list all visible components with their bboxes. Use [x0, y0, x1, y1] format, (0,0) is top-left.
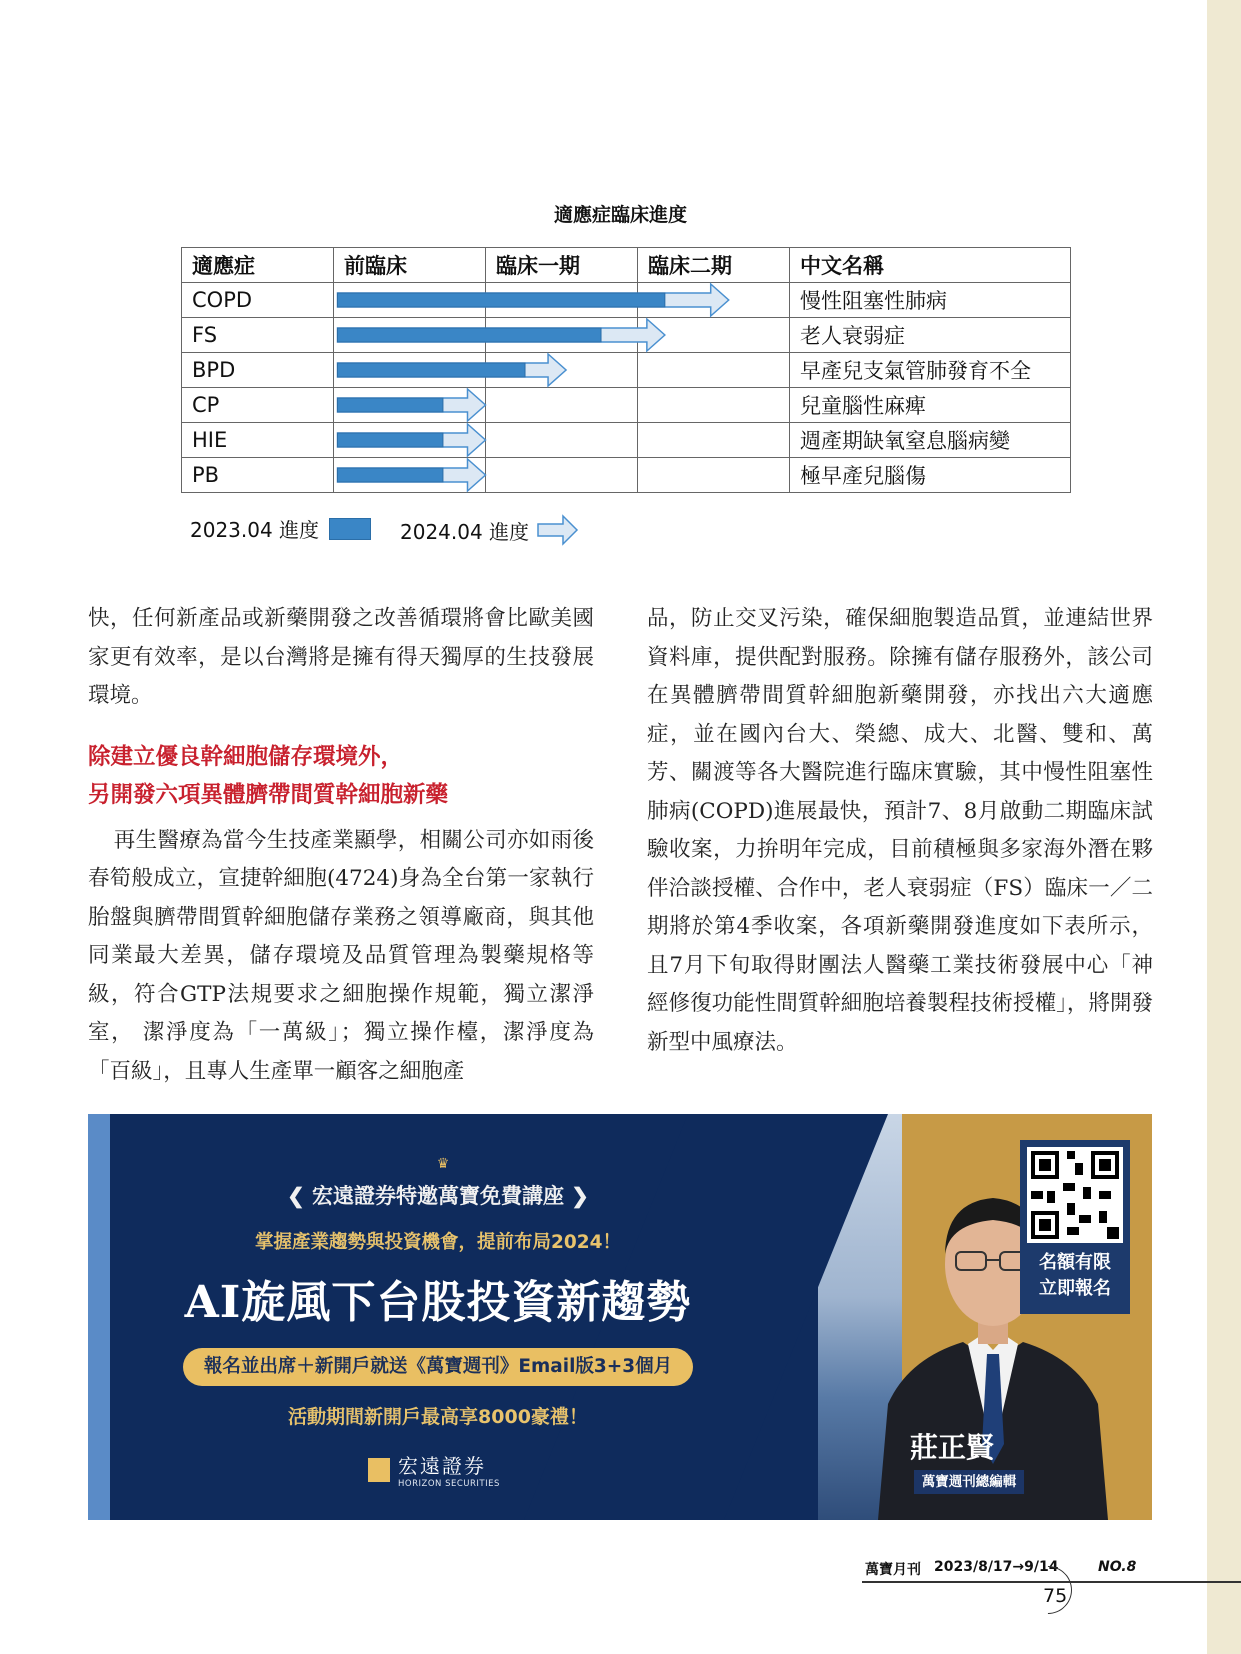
left-body-paragraph: 再生醫療為當今生技產業顯學，相關公司亦如雨後春筍般成立，宣捷幹細胞(4724)身為全台第一家執行胎盤與臍帶間質幹細胞儲存業務之領導廠商，與其他同業最大差異，儲存環境及品質管理為製藥規格等級，符合GTP法規要求之細胞操作規範，獨立潔淨室， 潔淨度為「一萬級」；獨立操作檯，潔淨度為「百級」，且專人生產單一顧客之細胞產 — [88, 827, 594, 1084]
right-body-paragraph: 品，防止交叉污染，確保細胞製造品質，並連結世界資料庫，提供配對服務。除擁有儲存服務外，該公司在異體臍帶間質幹細胞新藥開發，亦找出六大適應症，並在國內台大、榮總、成大、北醫、雙和、萬芳、關渡等各大醫院進行臨床實驗，其中慢性阻塞性肺病(COPD)進展最快，預計7、8月啟動二期臨床試驗收案，力拚明年完成，目前積極與多家海外潛在夥伴洽談授權、合作中，老人衰弱症（FS）臨床一／二期將於第4季收案，各項新藥開發進度如下表所示，且7月下旬取得財團法人醫藥工業技術發展中心「神經修復功能性間質幹細胞培養製程技術授權」，將開發新型中風療法。 — [647, 606, 1153, 1055]
qr-label-line-2: 立即報名 — [1039, 1278, 1111, 1299]
ad-subtitle-text: 宏遠證券特邀萬寶免費講座 — [312, 1183, 564, 1208]
ad-tagline: 掌握產業趨勢與投資機會，提前布局2024！ — [255, 1232, 621, 1253]
legend-2023-label: 2023.04 進度 — [190, 518, 320, 542]
indication-cell: FS — [182, 318, 334, 353]
legend-2023-swatch — [329, 518, 371, 540]
chinese-name-cell: 老人衰弱症 — [790, 318, 1071, 353]
table-row — [182, 353, 1071, 388]
chinese-name-cell: 極早產兒腦傷 — [790, 458, 1071, 493]
chinese-name-cell: 慢性阻塞性肺病 — [790, 283, 1071, 318]
section-heading — [88, 738, 594, 814]
table-header-row — [182, 248, 1071, 283]
page-number: 75 — [1043, 1585, 1068, 1607]
table-row — [182, 458, 1071, 493]
header-chinese-name: 中文名稱 — [790, 248, 1071, 283]
chinese-name-cell: 週產期缺氧窒息腦病變 — [790, 423, 1071, 458]
heading-line-2: 另開發六項異體臍帶間質幹細胞新藥 — [88, 781, 449, 808]
laurel-left-icon: ❮ — [287, 1183, 312, 1208]
indication-cell: BPD — [182, 353, 334, 388]
header-phase2: 臨床二期 — [638, 248, 790, 283]
indication-cell: CP — [182, 388, 334, 423]
indication-cell: PB — [182, 458, 334, 493]
header-indication: 適應症 — [182, 248, 334, 283]
chart-title: 適應症臨床進度 — [553, 204, 687, 226]
chinese-name-cell: 早產兒支氣管肺發育不全 — [790, 353, 1071, 388]
article-right-column — [647, 600, 1153, 1062]
progress-table — [181, 247, 1071, 493]
legend-2023 — [190, 514, 371, 543]
footer-magazine: 萬寶月刊 — [865, 1562, 921, 1578]
brand-mark-icon — [368, 1458, 390, 1482]
brand-logo — [368, 1450, 500, 1489]
table-row — [182, 318, 1071, 353]
ad-offer-pill: 報名並出席＋新開戶就送《萬寶週刊》Email版3+3個月 — [183, 1348, 693, 1386]
indication-cell: HIE — [182, 423, 334, 458]
heading-line-1: 除建立優良幹細胞儲存環境外， — [88, 743, 404, 770]
brand-name-cn: 宏遠證券 — [398, 1454, 486, 1478]
page-edge-bar — [1207, 0, 1241, 1654]
header-preclinical: 前臨床 — [334, 248, 486, 283]
laurel-right-icon: ❯ — [564, 1183, 589, 1208]
left-intro-paragraph: 快，任何新產品或新藥開發之改善循環將會比歐美國家更有效率，是以台灣將是擁有得天獨厚的生技發展環境。 — [88, 606, 594, 708]
ad-subtitle — [158, 1180, 718, 1210]
indication-cell: COPD — [182, 283, 334, 318]
article-left-column — [88, 600, 594, 1091]
qr-label — [1020, 1250, 1130, 1302]
qr-signup-box[interactable] — [1020, 1140, 1130, 1314]
ad-headline: AI旋風下台股投資新趨勢 — [184, 1277, 692, 1328]
qr-code-icon[interactable] — [1027, 1147, 1123, 1243]
crown-icon: ♛ — [436, 1156, 450, 1172]
speaker-name: 莊正賢 — [910, 1431, 995, 1464]
legend-2024-label: 2024.04 進度 — [400, 519, 530, 544]
table-row — [182, 423, 1071, 458]
advertisement-banner[interactable] — [88, 1114, 1152, 1520]
footer-date: 2023/8/17→9/14 — [934, 1559, 1059, 1575]
footer-issue: NO.8 — [1098, 1559, 1137, 1575]
legend-2024-arrow-icon — [537, 514, 579, 546]
header-phase1: 臨床一期 — [486, 248, 638, 283]
chinese-name-cell: 兒童腦性麻痺 — [790, 388, 1071, 423]
legend-2024 — [400, 514, 579, 546]
brand-name-en: HORIZON SECURITIES — [398, 1479, 500, 1489]
ad-left-stripe — [88, 1114, 110, 1520]
ad-gift-text: 活動期間新開戶最高享8000豪禮！ — [288, 1406, 588, 1428]
qr-label-line-1: 名額有限 — [1039, 1252, 1111, 1273]
table-row — [182, 388, 1071, 423]
speaker-title: 萬寶週刊總編輯 — [914, 1470, 1024, 1494]
table-row — [182, 283, 1071, 318]
